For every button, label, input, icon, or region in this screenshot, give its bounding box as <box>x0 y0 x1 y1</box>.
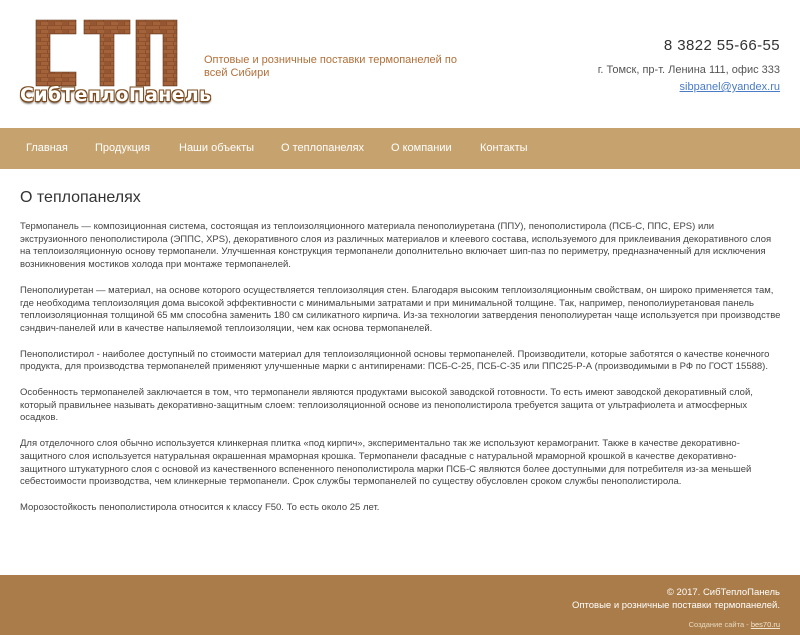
footer-credit-prefix: Создание сайта - <box>688 620 751 629</box>
site-header <box>0 0 800 128</box>
site-footer <box>0 575 800 635</box>
nav-item-home[interactable]: Главная <box>26 142 68 154</box>
nav-item-contacts[interactable]: Контакты <box>480 142 528 154</box>
header-email-link[interactable]: sibpanel@yandex.ru <box>679 81 780 93</box>
footer-credit-link[interactable]: bes70.ru <box>750 620 780 629</box>
article-paragraph: Пенополистирол - наиболее доступный по стоимости материал для теплоизоляционной основы термопанелей. Производители, которые заботятся о качестве конечного продукта, для производства термопанелей применяют улучшенные марки с антипиренами: ПСБ-С-25, ПСБ-С-35 или ППС25-Р-А (производимыми в РФ по ГОСТ 15588). <box>20 348 770 373</box>
article-paragraph: Морозостойкость пенополистирола относится к классу F50. То есть около 25 лет. <box>20 501 380 513</box>
article-paragraph: Пенополиуретан — материал, на основе которого осуществляется теплоизоляция стен. Благодаря высоким теплоизоляционным свойствам, он широко применяется там, где необходима теплоизоляция дома высокой эффективности с минимальными затратами и при минимальной толщине. Так, например, пенополиуретановая панель теплоизоляционная толщиной 65 мм способна заменить 180 см силикатного кирпича. Из-за технологии затвердения пенополиуретан чаще используется при производстве сэндвич-панелей или в качестве напыляемой теплоизоляции, чем как основа термопанелей. <box>20 284 781 334</box>
nav-item-about-panels[interactable]: О теплопанелях <box>281 142 365 154</box>
header-address: г. Томск, пр-т. Ленина 111, офис 333 <box>597 64 780 76</box>
page-title: О теплопанелях <box>20 189 141 206</box>
header-phone[interactable]: 8 3822 55-66-55 <box>663 37 780 54</box>
footer-copyright: © 2017. СибТеплоПанель <box>666 587 780 598</box>
site-logo[interactable] <box>20 18 212 110</box>
logo-wordmark: СибТеплоПанель <box>20 84 212 106</box>
footer-credit <box>689 620 780 629</box>
main-navigation <box>0 128 800 169</box>
nav-item-products[interactable]: Продукция <box>95 142 151 154</box>
nav-item-projects[interactable]: Наши объекты <box>179 142 255 154</box>
main-content <box>20 189 782 528</box>
article-paragraph: Для отделочного слоя обычно используется клинкерная плитка «под кирпич», экспериментально так же используют керамогранит. Также в качестве декоративно-защитного слоя используется натуральная окрашенная мраморная крошка. Термопанели фасадные с натуральной мраморной крошкой в качестве декоративно-защитного штукатурного слоя с основой из качественного вспененного пенополистирола марки ПСБ-С являются более доступными для потребителя из-за меньшей себестоимости производства, чем клинкерные термопанели. Срок службы термопанелей по существу обусловлен сроком службы пенополистирола. <box>20 438 752 488</box>
article-paragraph: Термопанель — композиционная система, состоящая из теплоизоляционного материала пенополиуретана (ППУ), пенополистирола (ПСБ-С, ППС, EPS) или экструзионного пенополистирола (ЭППС, XPS), декоративного слоя из различных материалов и клеевого состава, используемого для приклеивания декоративного слоя на теплоизоляционную основу термопанели. Улучшенная конструкция термопанели дополнительно включает шип-паз по периметру, предназначенный для исключения возникновения мостиков холода при монтаже термопанелей. <box>20 221 772 271</box>
header-tagline: Оптовые и розничные поставки термопанелей по всей Сибири <box>204 54 457 79</box>
brick-letters-logo-icon <box>34 18 179 88</box>
article-paragraph: Особенность термопанелей заключается в том, что термопанели являются продуктами высокой заводской готовности. То есть имеют заводской декоративный слой, который правильнее называть декоративно-защитным слоем: теплоизоляционной основе из пенополистирола требуется защита от ультрафиолета и атмосферных осадков. <box>20 387 753 424</box>
footer-tagline: Оптовые и розничные поставки термопанелей. <box>571 600 780 611</box>
nav-item-about-company[interactable]: О компании <box>391 142 452 154</box>
